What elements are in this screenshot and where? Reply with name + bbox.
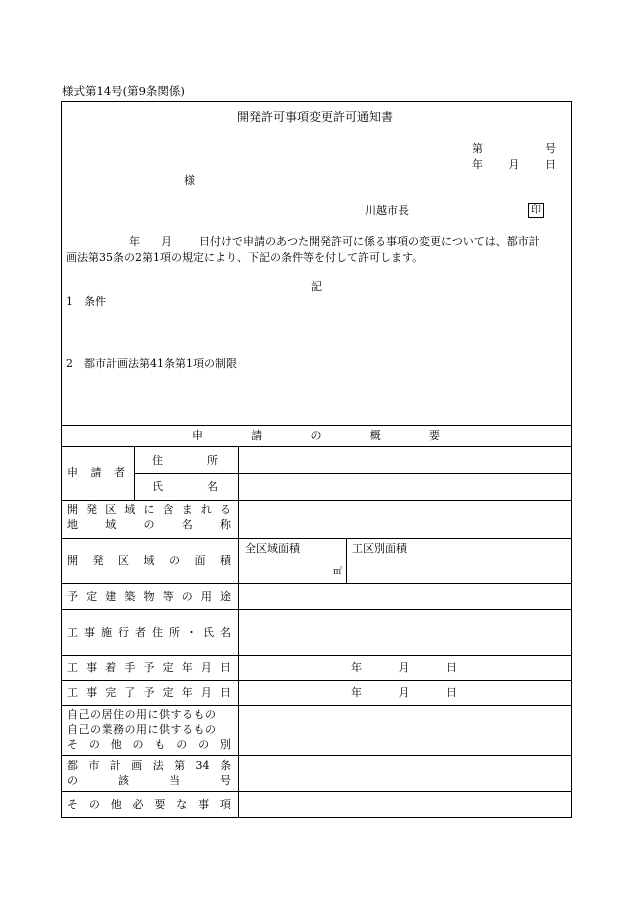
label-char: 発 [92,554,104,567]
zone-area-label: 工区別面積 [352,542,407,555]
body-line-2: 画法第35条の2第1項の規定により、下記の条件等を付して許可します。 [66,251,424,264]
label-char: 都 [67,759,78,772]
label-char: 物 [143,590,155,603]
label-char: 所 [207,454,218,467]
label-char: 用 [200,590,212,603]
label-char: 区 [118,554,129,567]
divider [61,583,572,584]
square-meter-unit: ㎡ [333,567,343,577]
label-char: 申 [192,429,203,442]
label-char: 築 [124,590,136,603]
label-char: 者 [135,626,146,639]
label-char: 発 [86,503,98,516]
divider [61,655,572,656]
label-char: 申 [67,466,78,479]
label-char: 日 [220,686,231,699]
label-char: 年 [181,686,193,699]
label-char: 市 [88,759,100,772]
label-char: 月 [398,661,410,674]
label-char: ま [181,503,193,516]
article34-line2 [67,775,231,786]
label-char: 面 [194,554,206,567]
label-char: 年 [351,686,362,699]
document-date [472,159,556,170]
area-names-label-line1 [67,504,231,515]
divider [61,791,572,792]
restriction-label: 都市計画法第41条第1項の制限 [84,357,237,370]
label-char: 住 [152,626,163,639]
seal-mark: 印 [528,203,544,218]
label-char: 予 [143,686,155,699]
label-char: 氏 [203,626,214,639]
label-char: 事 [84,626,95,639]
label-char: 予 [67,590,78,603]
label-char: 名 [220,626,231,639]
label-char: 開 [67,554,78,567]
column-divider [238,446,239,817]
label-char: 号 [220,774,231,787]
label-char: 含 [162,503,174,516]
label-char: 項 [219,798,231,811]
divider [61,538,572,539]
label-char: 請 [90,466,102,479]
label-char: の [143,518,155,531]
label-char: 名 [207,480,218,493]
label-char: の [88,798,100,811]
label-char: の [132,738,144,751]
number-suffix: 号 [545,142,556,155]
column-divider [346,538,347,583]
label-char: 者 [114,466,125,479]
body-month: 月 [161,235,172,248]
label-char: 手 [124,661,136,674]
label-char: 月 [200,661,212,674]
label-char: 域 [124,503,136,516]
label-char: 請 [251,429,263,442]
label-char: 画 [131,759,143,772]
label-char: 積 [220,554,231,567]
label-char: 区 [105,503,117,516]
label-char: そ [67,798,78,811]
date-month: 月 [508,158,520,171]
label-char: な [176,798,188,811]
label-char: 工 [67,626,78,639]
ki-heading: 記 [311,280,322,293]
label-char: そ [67,738,78,751]
label-char: 概 [369,429,381,442]
start-date-label [67,662,231,673]
label-char: 地 [67,518,78,531]
purpose-line1: 自己の居住の用に供するもの [67,708,217,721]
column-divider [134,446,135,500]
label-char: 予 [143,661,155,674]
label-char: 施 [101,626,112,639]
name-label [152,481,218,492]
label-char: 工 [67,686,78,699]
label-char: の [310,429,322,442]
label-char: 住 [152,454,163,467]
addressee-suffix: 様 [184,174,195,187]
total-area-label: 全区域面積 [245,542,300,555]
divider [61,680,572,681]
summary-header [192,430,440,441]
label-char: 途 [220,590,231,603]
label-char: 年 [181,661,193,674]
divider [61,609,572,610]
divider [61,755,572,756]
form-reference: 様式第14号(第9条関係) [62,84,185,98]
label-char: 計 [109,759,121,772]
label-char: 等 [162,590,174,603]
label-char: る [220,503,231,516]
end-date-value [351,687,457,698]
contractor-label [67,627,231,638]
area-names-label-line2 [67,519,231,530]
label-char: 要 [154,798,166,811]
document-number [472,143,556,154]
label-char: の [169,554,180,567]
date-day: 日 [545,158,556,171]
applicant-label [67,467,125,478]
label-char: 氏 [152,480,163,493]
label-char: れ [200,503,212,516]
divider [61,705,572,706]
label-char: 他 [110,798,122,811]
label-char: 開 [67,503,78,516]
label-char: 域 [105,518,117,531]
label-char: 日 [446,661,457,674]
condition-number: 1 [66,295,73,308]
label-char: 当 [169,774,180,787]
label-char: 称 [220,518,231,531]
label-char: 了 [124,686,136,699]
issuer-name: 川越市長 [365,204,409,217]
divider [134,473,572,474]
label-char: 必 [132,798,144,811]
label-char: 定 [162,686,174,699]
body-year: 年 [129,235,140,248]
label-char: 建 [105,590,117,603]
date-year: 年 [472,158,483,171]
restriction-number: 2 [66,357,73,370]
end-date-label [67,687,231,698]
label-char: の [198,738,210,751]
label-char: 行 [118,626,129,639]
purpose-line3 [67,739,231,750]
area-size-label [67,555,231,566]
label-char: 事 [86,686,98,699]
label-char: 事 [86,661,98,674]
label-char: 名 [181,518,193,531]
divider [61,425,572,426]
label-char: 条 [219,759,231,772]
label-char: 月 [200,686,212,699]
label-char: 定 [162,661,174,674]
purpose-line2: 自己の業務の用に供するもの [67,723,217,736]
label-char: 事 [198,798,210,811]
label-char: 工 [67,661,78,674]
label-char: 別 [219,738,231,751]
label-char: 月 [398,686,410,699]
label-char: の [88,738,100,751]
label-char: の [176,738,188,751]
label-char: 定 [86,590,98,603]
label-char: 所 [169,626,180,639]
label-char: の [181,590,193,603]
label-char: 完 [105,686,117,699]
label-char: 着 [105,661,117,674]
usage-label [67,591,231,602]
number-prefix: 第 [472,142,483,155]
article34-line1 [67,760,231,771]
label-char: 要 [429,429,440,442]
other-items-label [67,799,231,810]
body-line-1: 日付けで申請のあつた開発許可に係る事項の変更については、都市計 [199,235,540,248]
label-char: の [67,774,78,787]
label-char: に [143,503,155,516]
label-char: 日 [220,661,231,674]
divider [61,500,572,501]
condition-label: 条件 [84,295,106,308]
document-title: 開発許可事項変更許可通知書 [236,110,393,124]
label-char: 法 [152,759,164,772]
label-char: 日 [446,686,457,699]
label-char: 34 [195,759,210,772]
label-char: 年 [351,661,362,674]
divider [61,446,572,447]
label-char: 第 [174,759,186,772]
label-char: 域 [143,554,155,567]
label-char: ・ [186,626,197,639]
label-char: 該 [118,774,129,787]
label-char: も [154,738,166,751]
start-date-value [351,662,457,673]
label-char: 他 [110,738,122,751]
address-label [152,455,218,466]
